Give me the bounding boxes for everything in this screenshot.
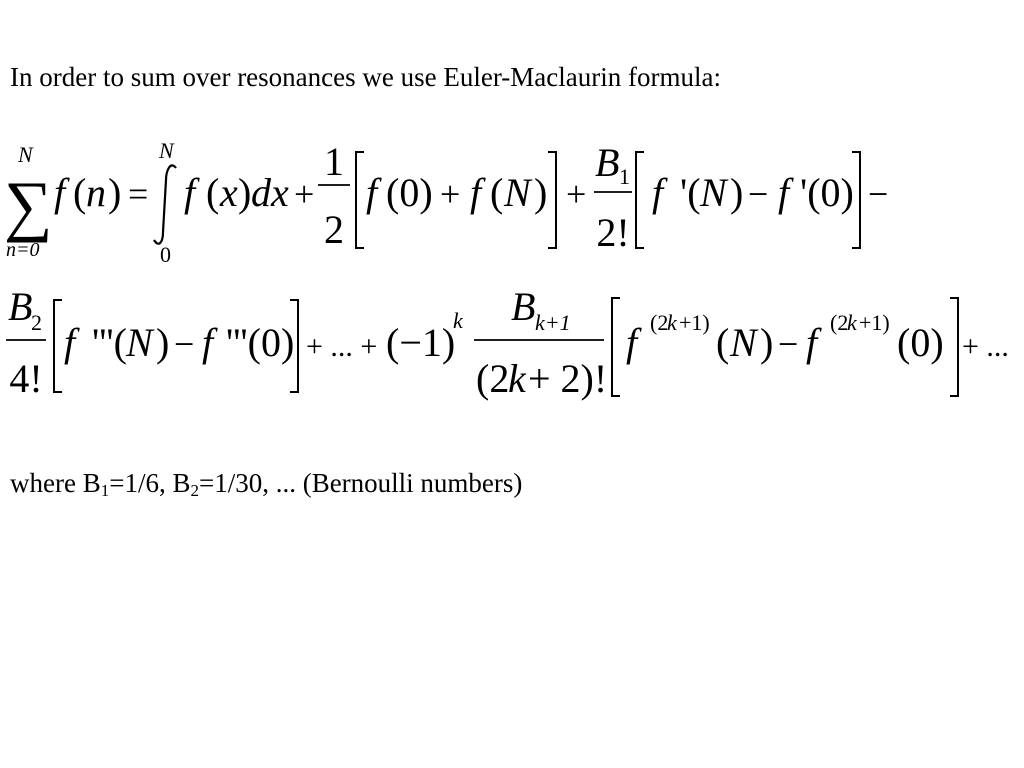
paren: ( (206, 170, 220, 215)
minus-sign: − (778, 324, 799, 364)
minus-sign: − (868, 174, 889, 214)
factorial-4: 4! (9, 356, 43, 401)
paren: ) (760, 320, 774, 365)
f-of-zero-f: f (366, 170, 378, 215)
third-derivative-f: f (202, 320, 214, 365)
f-of-n-n: n (86, 170, 106, 215)
paren: ) (156, 320, 170, 365)
half-numerator: 1 (324, 139, 344, 184)
argument-N: N (126, 320, 153, 365)
factorial-2: 2! (596, 210, 630, 255)
bernoulli-bk-subscript: k+1 (535, 310, 571, 335)
f-of-n-f: f (54, 170, 66, 215)
paren: ( (490, 170, 504, 215)
left-bracket (54, 300, 62, 392)
order-superscript: +1) (859, 310, 890, 335)
prime-paren: '''( (92, 320, 127, 365)
denominator-k: k (508, 356, 526, 401)
prime-zero: '''(0) (226, 320, 295, 365)
formula-line-1 (4, 138, 888, 267)
left-bracket (356, 152, 364, 248)
higher-derivative-f: f (806, 320, 818, 365)
intro-text: In order to sum over resonances we use Euler-Maclaurin formula: (10, 62, 721, 92)
half-denominator: 2 (324, 207, 344, 252)
plus-sign: + (440, 174, 461, 214)
order-superscript-k: k (847, 310, 857, 335)
sum-lower-limit: n=0 (6, 239, 40, 261)
paren: ) (534, 170, 548, 215)
paren: ) (730, 170, 744, 215)
integrand-f: f (184, 170, 196, 215)
paren: ( (73, 170, 87, 215)
paren: ( (716, 320, 730, 365)
zero-argument: (0) (386, 170, 433, 215)
integrand-x: x (220, 170, 238, 215)
differential-dx: dx (251, 170, 289, 215)
bernoulli-note (10, 468, 523, 500)
bernoulli-b1-letter: B (595, 140, 620, 185)
integral-lower-limit: 0 (160, 242, 171, 267)
left-bracket (612, 298, 620, 396)
f-of-N-f: f (470, 170, 482, 215)
bernoulli-b1-subscript: 1 (619, 164, 630, 189)
minus-one-power: (−1) (386, 320, 456, 365)
paren: ) (108, 170, 122, 215)
minus-sign: − (174, 324, 195, 364)
left-bracket (636, 152, 644, 248)
minus-sign: − (748, 174, 769, 214)
prime-zero: '(0) (800, 170, 854, 215)
order-superscript-k: k (667, 310, 677, 335)
argument-N: N (730, 320, 757, 365)
plus-sign: + (566, 174, 587, 214)
right-bracket (950, 298, 958, 396)
bernoulli-b2-letter: B (8, 284, 33, 329)
denominator-open: (2 (476, 356, 510, 401)
order-superscript: (2 (650, 310, 669, 335)
note-text: where B (10, 468, 101, 498)
order-superscript: +1) (679, 310, 710, 335)
ellipsis-terms: + ... + (306, 330, 378, 363)
argument-N: N (504, 170, 531, 215)
paren: ) (238, 170, 252, 215)
derivative-f: f (778, 170, 790, 215)
argument-N: N (700, 170, 727, 215)
note-subscript: 2 (190, 481, 199, 500)
higher-derivative-f: f (626, 320, 638, 365)
trailing-ellipsis: + ... (962, 330, 1009, 363)
note-text: =1/30, ... (Bernoulli numbers) (198, 468, 523, 498)
integral-upper-limit: N (159, 138, 174, 163)
integral-sign (154, 165, 176, 243)
prime-paren: '( (680, 170, 701, 215)
right-bracket (548, 152, 556, 248)
order-superscript: (2 (830, 310, 849, 335)
note-subscript: 1 (100, 481, 110, 500)
bernoulli-bk-letter: B (511, 284, 536, 329)
equals-sign: = (128, 174, 149, 214)
sum-upper-limit: N (18, 142, 33, 167)
bernoulli-b2-subscript: 2 (31, 310, 42, 335)
plus-sign: + (294, 174, 315, 214)
formula-line-2 (6, 284, 1009, 401)
denominator-close: + 2)! (528, 356, 608, 401)
zero-argument: (0) (897, 320, 944, 365)
note-text: =1/6, B (109, 468, 191, 498)
third-derivative-f: f (64, 320, 76, 365)
exponent-k: k (453, 308, 463, 333)
derivative-f: f (652, 170, 664, 215)
summation-sign: ∑ (4, 167, 53, 243)
